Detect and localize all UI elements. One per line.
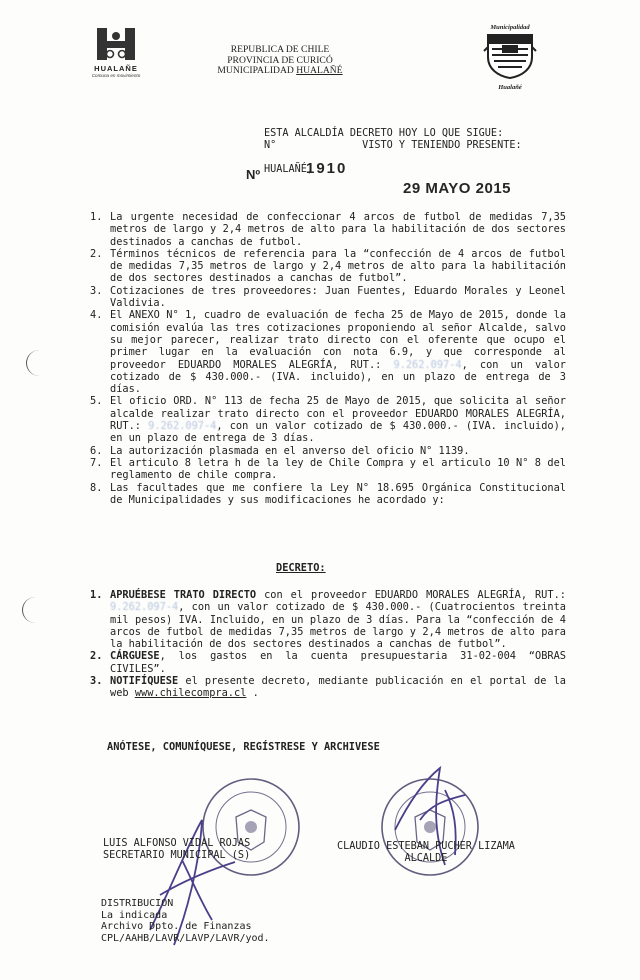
list-item bbox=[90, 395, 566, 444]
item-text-part: el presente decreto, mediante publicación en el portal de la web bbox=[110, 675, 566, 700]
list-item bbox=[90, 211, 566, 248]
mayor-title: ALCALDE bbox=[404, 853, 448, 864]
item-text bbox=[110, 650, 566, 675]
logo-brand-text: HUALAÑE bbox=[94, 64, 138, 73]
chilecompra-link[interactable]: www.chilecompra.cl bbox=[134, 687, 247, 700]
item-number: 1. bbox=[90, 589, 103, 601]
intro-line-1: ESTA ALCALDÍA DECRETO HOY LO QUE SIGUE: bbox=[264, 128, 504, 139]
closing-line: ANÓTESE, COMUNÍQUESE, REGÍSTRESE Y ARCHIVESE bbox=[107, 741, 380, 753]
secretary-name: LUIS ALFONSO VIDAL ROJAS bbox=[103, 838, 251, 849]
item-keyword: APRUÉBESE TRATO DIRECTO bbox=[110, 589, 257, 601]
item-text-part: , con un valor cotizado de $ 430.000.- (Cuatrocientos treinta mil pesos) IVA. Incluido, en un plazo de 3 días. Para la “confección de 4 arcos de futbol de medidas 7,35 metros de largo y 2,4 metros de alto para la habilitación de dos sectores destinados a canchas de futbol”. bbox=[110, 601, 566, 651]
punch-hole-mark bbox=[26, 350, 53, 376]
item-text bbox=[110, 309, 566, 395]
item-number: 6. bbox=[90, 444, 103, 457]
item-number: 2. bbox=[90, 650, 103, 663]
decree-number: 1910 bbox=[306, 160, 348, 177]
punch-hole-mark bbox=[22, 597, 49, 623]
distribution-block bbox=[101, 898, 270, 944]
org-line-province: PROVINCIA DE CURICÓ bbox=[227, 54, 333, 66]
list-item bbox=[90, 445, 566, 457]
item-number: 8. bbox=[90, 481, 103, 494]
item-text: La urgente necesidad de confeccionar 4 arcos de futbol de medidas 7,35 metros de largo y 2,4 metros de alto para la habilitación de dos sectores destinados a canchas de futbol. bbox=[110, 211, 566, 248]
org-line-municipality bbox=[205, 66, 355, 77]
item-number: 4. bbox=[90, 309, 103, 322]
decree-intro bbox=[264, 128, 522, 152]
list-item bbox=[90, 285, 566, 310]
list-item bbox=[90, 675, 566, 700]
redacted-rut: 9.262.097-4 bbox=[393, 358, 462, 371]
item-text: Las facultades que me confiere la Ley N° 18.695 Orgánica Constitucional de Municipalidades y sus modificaciones he acordado y: bbox=[110, 481, 566, 506]
item-text-part: . bbox=[246, 687, 259, 700]
hualane-logo-icon bbox=[95, 26, 137, 62]
org-header bbox=[205, 45, 355, 77]
crest-bottom-text: Hualañé bbox=[498, 84, 522, 91]
item-text: La autorización plasmada en el anverso del oficio N° 1139. bbox=[110, 444, 470, 457]
item-text: Términos técnicos de referencia para la “confección de 4 arcos de futbol de medidas 7,35 metros de largo y 2,4 metros de alto para la habilitación de dos sectores destinados a canchas de futbol”. bbox=[110, 247, 566, 285]
item-number: 3. bbox=[90, 675, 103, 688]
mayor-signature-block bbox=[337, 841, 515, 865]
crest-shield-icon bbox=[482, 31, 538, 79]
org-municipality-label: MUNICIPALIDAD bbox=[217, 65, 297, 77]
list-item bbox=[90, 650, 566, 675]
item-number: 7. bbox=[90, 456, 103, 469]
intro-line-2: N° VISTO Y TENIENDO PRESENTE: bbox=[264, 140, 522, 151]
logo-tagline: Comuna en movimiento bbox=[91, 73, 141, 78]
list-item bbox=[90, 589, 566, 650]
item-text bbox=[110, 395, 566, 444]
item-text-part: El oficio ORD. N° 113 de fecha 25 de Mayo de 2015, que solicita al señor alcalde realizar trato directo con el proveedor EDUARDO MORALES ALEGRÍA, RUT.: bbox=[110, 395, 566, 433]
item-number: 1. bbox=[90, 211, 103, 223]
number-stamp-label: Nº bbox=[246, 167, 261, 182]
secretary-signature-block bbox=[103, 838, 250, 862]
list-item bbox=[90, 309, 566, 395]
item-text-part: , con un valor cotizado de $ 430.000.- (IVA. incluido), en un plazo de entrega de 3 días. bbox=[110, 420, 566, 445]
org-line-country: REPUBLICA DE CHILE bbox=[230, 44, 330, 55]
list-item bbox=[90, 248, 566, 285]
hualane-logo bbox=[86, 26, 146, 78]
list-item bbox=[90, 482, 566, 507]
item-number: 3. bbox=[90, 284, 103, 297]
distribution-line: La indicada bbox=[101, 909, 168, 921]
distribution-line: Archivo Dpto. de Finanzas bbox=[101, 921, 252, 933]
item-keyword: NOTIFÍQUESE bbox=[110, 675, 179, 688]
item-keyword: CÁRGUESE bbox=[110, 650, 160, 663]
decree-date: 29 MAYO 2015 bbox=[403, 180, 512, 197]
mayor-name: CLAUDIO ESTEBAN PUCHER LIZAMA bbox=[337, 841, 515, 852]
item-text: Cotizaciones de tres proveedores: Juan Fuentes, Eduardo Morales y Leonel Valdivia. bbox=[110, 284, 566, 310]
city-label: HUALAÑÉ, bbox=[264, 164, 314, 175]
org-city: HUALAÑÉ bbox=[296, 65, 343, 77]
redacted-rut: 9.262.097-4 bbox=[148, 420, 217, 433]
item-text-part: El ANEXO N° 1, cuadro de evaluación de fecha 25 de Mayo de 2015, donde la comisión evalúa las tres cotizaciones proponiendo al señor Alcalde, salvo su mejor parecer, realizar trato directo con el oferente que ocupo el primer lugar en la evaluación con nota 6.9, y que corresponde al proveedor EDUARDO MORALES ALEGRÍA, RUT.: bbox=[110, 309, 566, 371]
item-text-part: , los gastos en la cuenta presupuestaria 31-02-004 “OBRAS CIVILES”. bbox=[110, 650, 566, 675]
item-text: El articulo 8 letra h de la ley de Chile Compra y el articulo 10 N° 8 del reglamento de chile compra. bbox=[110, 456, 566, 482]
considerations-list bbox=[90, 211, 566, 506]
item-text bbox=[110, 675, 566, 700]
secretary-title: SECRETARIO MUNICIPAL (S) bbox=[103, 850, 251, 861]
municipal-crest bbox=[478, 24, 542, 91]
crest-top-text: Municipalidad bbox=[490, 24, 530, 31]
item-number: 2. bbox=[90, 247, 103, 260]
decree-section-title: DECRETO: bbox=[276, 562, 326, 574]
redacted-rut: 9.262.097-4 bbox=[110, 601, 179, 614]
list-item bbox=[90, 457, 566, 482]
item-text-part: , con un valor cotizado de $ 430.000.- (IVA. incluido), en un plazo de entrega de 3 días. bbox=[110, 358, 566, 396]
item-number: 5. bbox=[90, 395, 103, 408]
decree-list bbox=[90, 589, 566, 700]
distribution-title: DISTRIBUCION bbox=[101, 898, 174, 909]
item-text bbox=[110, 589, 566, 650]
item-text-part: con el proveedor EDUARDO MORALES ALEGRÍA, RUT.: bbox=[256, 589, 566, 601]
distribution-line: CPL/AAHB/LAVR/LAVP/LAVR/yod. bbox=[101, 932, 270, 944]
